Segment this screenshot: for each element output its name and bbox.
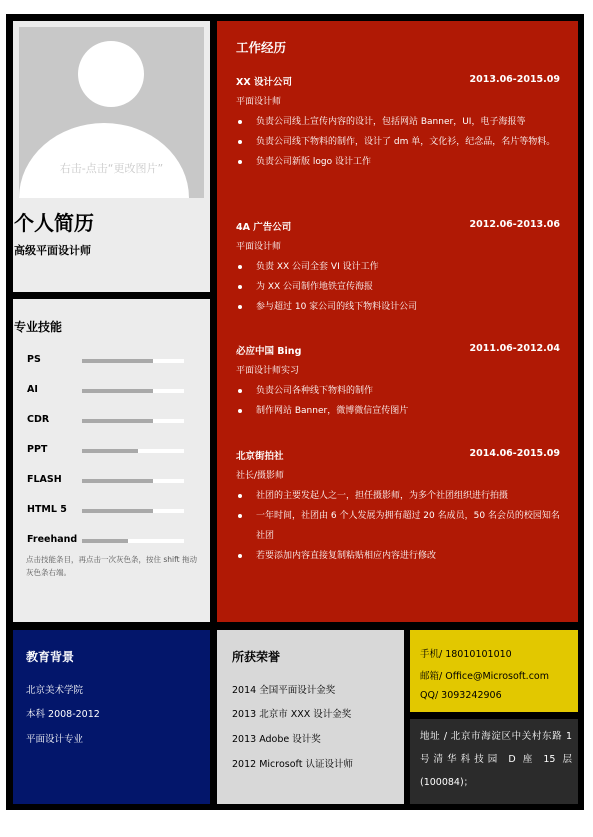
skill-name: AI xyxy=(27,384,38,395)
skill-bar[interactable] xyxy=(82,539,184,543)
job-company: 必应中国 Bing xyxy=(236,346,302,357)
skill-name: PS xyxy=(27,354,41,365)
skills-title: 专业技能 xyxy=(14,320,63,334)
skill-row xyxy=(27,384,197,398)
job-entry xyxy=(236,448,566,566)
job-company: 4A 广告公司 xyxy=(236,222,292,233)
job-bullets xyxy=(236,381,566,421)
job-date: 2014.06-2015.09 xyxy=(469,448,560,459)
skill-name: HTML 5 xyxy=(27,504,67,515)
skill-bar-fill[interactable] xyxy=(82,389,153,393)
education-line: 北京美术学院 xyxy=(26,685,84,696)
skill-bar-fill[interactable] xyxy=(82,539,128,543)
job-header xyxy=(236,219,566,239)
email-text: 邮箱/ Office@Microsoft.com xyxy=(420,671,549,682)
skill-name: PPT xyxy=(27,444,48,455)
skill-bar-fill[interactable] xyxy=(82,449,138,453)
education-line: 平面设计专业 xyxy=(26,734,84,745)
job-entry xyxy=(236,343,566,421)
skill-bar-fill[interactable] xyxy=(82,359,153,363)
skill-row xyxy=(27,444,197,458)
skill-bar-fill[interactable] xyxy=(82,509,153,513)
skill-bar[interactable] xyxy=(82,419,184,423)
photo-caption: 右击-点击“更改图片” xyxy=(59,162,164,175)
skill-row xyxy=(27,414,197,428)
job-header xyxy=(236,343,566,363)
skill-bar[interactable] xyxy=(82,479,184,483)
job-bullet: 负责 XX 公司全套 VI 设计工作 xyxy=(236,257,566,277)
award-line: 2014 全国平面设计金奖 xyxy=(232,685,336,696)
skill-bar[interactable] xyxy=(82,359,184,363)
skill-bar-fill[interactable] xyxy=(82,419,153,423)
skill-bar[interactable] xyxy=(82,389,184,393)
job-bullet: 制作网站 Banner，微博微信宣传图片 xyxy=(236,401,566,421)
award-line: 2012 Microsoft 认证设计师 xyxy=(232,759,353,770)
award-line: 2013 Adobe 设计奖 xyxy=(232,734,321,745)
skill-bar-fill[interactable] xyxy=(82,479,153,483)
job-entry xyxy=(236,219,566,317)
address-text: 地址 / 北京市海淀区中关村东路 1 号清华科技园 D 座 15 层 (100084)； xyxy=(420,731,572,788)
job-company: 北京街拍社 xyxy=(236,451,284,462)
job-bullet: 为 XX 公司制作地铁宣传海报 xyxy=(236,277,566,297)
job-bullet: 负责公司各种线下物料的制作 xyxy=(236,381,566,401)
job-bullet: 负责公司线上宣传内容的设计，包括网站 Banner，UI，电子海报等 xyxy=(236,112,566,132)
job-date: 2011.06-2012.04 xyxy=(469,343,560,354)
skill-row xyxy=(27,534,197,548)
skill-row xyxy=(27,504,197,518)
avatar-head-icon xyxy=(78,41,144,107)
job-role: 平面设计师实习 xyxy=(236,366,300,376)
award-line: 2013 北京市 XXX 设计金奖 xyxy=(232,709,352,720)
job-bullet: 负责公司新版 logo 设计工作 xyxy=(236,152,566,172)
skill-row xyxy=(27,354,197,368)
job-bullets xyxy=(236,112,566,172)
skill-name: Freehand xyxy=(27,534,78,545)
job-role: 社长/摄影师 xyxy=(236,471,285,481)
job-date: 2013.06-2015.09 xyxy=(469,74,560,85)
job-header xyxy=(236,448,566,468)
job-date: 2012.06-2013.06 xyxy=(469,219,560,230)
job-bullets xyxy=(236,257,566,317)
job-company: XX 设计公司 xyxy=(236,77,292,88)
awards-title: 所获荣誉 xyxy=(232,650,281,664)
education-line: 本科 2008-2012 xyxy=(26,709,100,720)
education-title: 教育背景 xyxy=(26,650,75,664)
qq-text: QQ/ 3093242906 xyxy=(420,690,502,701)
job-bullet: 负责公司线下物料的制作，设计了 dm 单，文化衫，纪念品，名片等物料。 xyxy=(236,132,566,152)
job-bullet: 若要添加内容直接复制粘贴相应内容进行修改 xyxy=(236,546,566,566)
profile-photo[interactable] xyxy=(19,27,204,198)
job-role: 平面设计师 xyxy=(236,97,282,107)
job-bullet: 一年时间，社团由 6 个人发展为拥有超过 20 名成员，50 名会员的校园知名社团 xyxy=(236,506,566,546)
skills-note: 点击技能条目，再点击一次灰色条，按住 shift 拖动灰色条右端。 xyxy=(26,555,197,577)
resume-title: 个人简历 xyxy=(14,211,94,235)
skill-row xyxy=(27,474,197,488)
skill-name: FLASH xyxy=(27,474,62,485)
phone-text: 手机/ 18010101010 xyxy=(420,649,512,660)
job-role: 平面设计师 xyxy=(236,242,282,252)
job-bullets xyxy=(236,486,566,566)
skill-bar[interactable] xyxy=(82,449,184,453)
job-bullet: 社团的主要发起人之一，担任摄影师，为多个社团组织进行拍摄 xyxy=(236,486,566,506)
job-subtitle: 高级平面设计师 xyxy=(14,244,91,257)
skill-name: CDR xyxy=(27,414,50,425)
skill-bar[interactable] xyxy=(82,509,184,513)
job-header xyxy=(236,74,566,94)
job-bullet: 参与超过 10 家公司的线下物料设计公司 xyxy=(236,297,566,317)
job-entry xyxy=(236,74,566,172)
work-title: 工作经历 xyxy=(236,40,287,55)
